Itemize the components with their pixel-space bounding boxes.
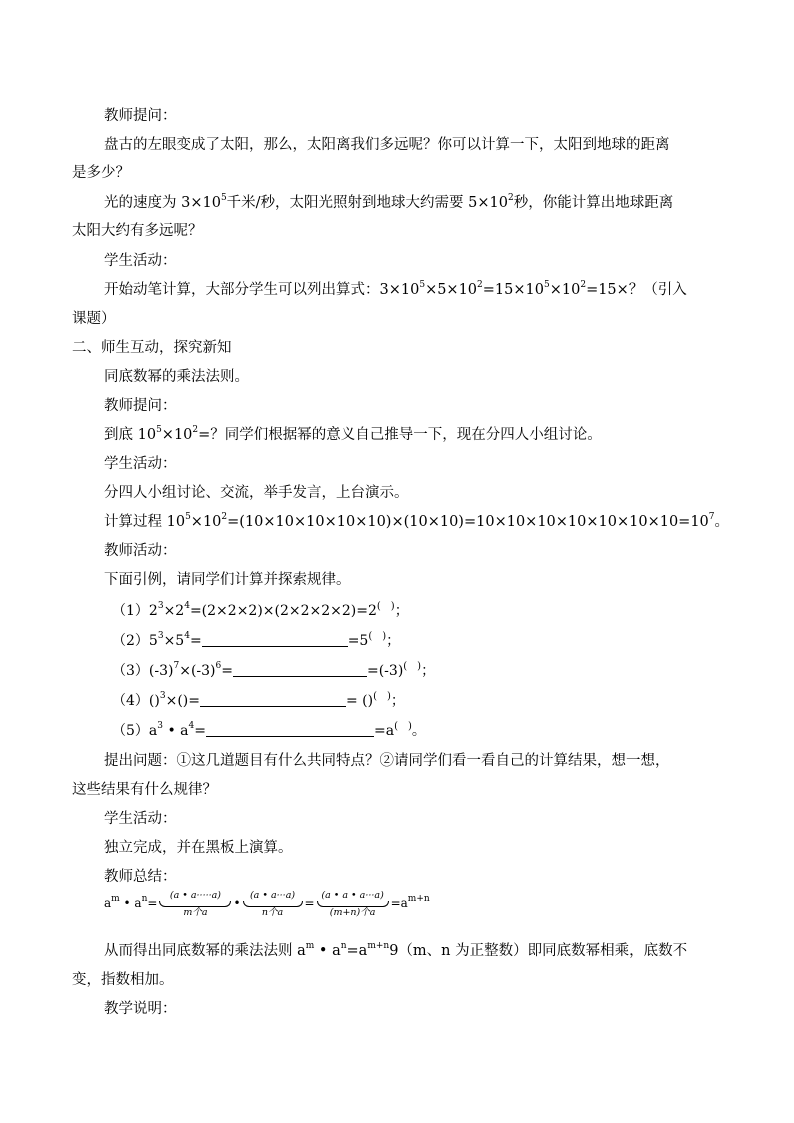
independent-line: 独立完成，并在黑板上演算。 <box>104 840 293 856</box>
example-1: $(1)2^3\times 2^4=(2\times 2\times 2)\times(2\times 2\times 2\times 2)=2^{( )}$； <box>112 601 409 619</box>
lead-example-line: 下面引例，请同学们计算并探索规律。 <box>104 572 351 588</box>
group-discuss-line: 分四人小组讨论、交流，举手发言，上台演示。 <box>104 485 409 501</box>
teacher-question-label: 教师提问： <box>104 108 177 124</box>
example-3: $(3)(-3)^7\times(-3)^6= =(-3)^{( )}$； <box>112 661 436 679</box>
intro-calc-line1: 开始动笔计算，大部分学生可以列出算式：$3\times 10^5\times 5\times 10^2=15\times 10^5\times 10^2=15\times$？（引入 <box>104 280 687 298</box>
example-5: $(5)a^3$ • $a^4= =a^{( )}$。 <box>112 721 426 739</box>
section-heading: 二、师生互动，探究新知 <box>72 340 232 356</box>
example-4: （4）()$^3$×()= = ()( )； <box>112 691 405 709</box>
teacher-summary-label: 教师总结： <box>104 869 177 885</box>
answer-blank[interactable] <box>206 722 374 737</box>
rule-statement-line2: 变，指数相加。 <box>72 972 174 988</box>
rule-statement-line1: 从而得出同底数幂的乘法法则 $a^m$ • $a^n=a^{m+n}9(m$、n 为正整数）即同底数幂相乘，底数不 <box>104 941 688 959</box>
underbrace-group-m: (a • a·····a) m个a <box>157 890 233 919</box>
intro-calc-line2: 课题） <box>72 311 116 327</box>
teaching-note-label: 教学说明： <box>104 1001 177 1017</box>
teacher-question-label-2: 教师提问： <box>104 398 177 414</box>
rule-title: 同底数幂的乘法法则。 <box>104 369 249 385</box>
doubt-line: 到底 $10^5\times 10^2=$？同学们根据幂的意义自己推导一下，现在分四人小组讨论。 <box>104 425 602 443</box>
formula-rhs: $=a^{m+n}$ <box>390 894 430 910</box>
power-product-formula: $a^m$ • $a^n=$ (a • a·····a) m个a • (a • a···a) n个a = (a • a • a···a) (m+n)个a $=a^{m+n}$ <box>104 890 430 918</box>
example-2: $(2)5^3\times 5^4= =5^{( )}$； <box>112 631 401 649</box>
student-activity-label-2: 学生活动： <box>104 456 177 472</box>
answer-blank[interactable] <box>200 692 346 707</box>
pangu-paragraph-line2: 是多少？ <box>72 165 130 181</box>
formula-lhs: $a^m$ • $a^n=$ <box>104 894 158 910</box>
underbrace-group-mn: (a • a • a···a) (m+n)个a <box>315 890 391 919</box>
light-speed-line1: 光的速度为 $3\times 10^5$千米/秒，太阳光照射到地球大约需要 $5\times 10^2$秒，你能计算出地球距离 <box>104 193 674 211</box>
teacher-activity-label: 教师活动： <box>104 543 177 559</box>
light-speed-line2: 太阳大约有多远呢？ <box>72 223 203 239</box>
question-line1: 提出问题：①这几道题目有什么共同特点？②请同学们看一看自己的计算结果，想一想， <box>104 753 670 769</box>
underbrace-group-n: (a • a···a) n个a <box>241 890 305 919</box>
calc-process-line: 计算过程 $10^5\times 10^2=(10\times 10\times 10\times 10\times 10)\times(10\times 10)=10\times 10\times 10\times 10\times 10\times 10\times 10=10^7$。 <box>104 512 730 530</box>
answer-blank[interactable] <box>233 662 367 677</box>
student-activity-label: 学生活动： <box>104 253 177 269</box>
pangu-paragraph-line1: 盘古的左眼变成了太阳，那么，太阳离我们多远呢？你可以计算一下，太阳到地球的距离 <box>104 137 670 153</box>
question-line2: 这些结果有什么规律？ <box>72 782 217 798</box>
answer-blank[interactable] <box>202 632 348 647</box>
student-activity-label-3: 学生活动： <box>104 811 177 827</box>
